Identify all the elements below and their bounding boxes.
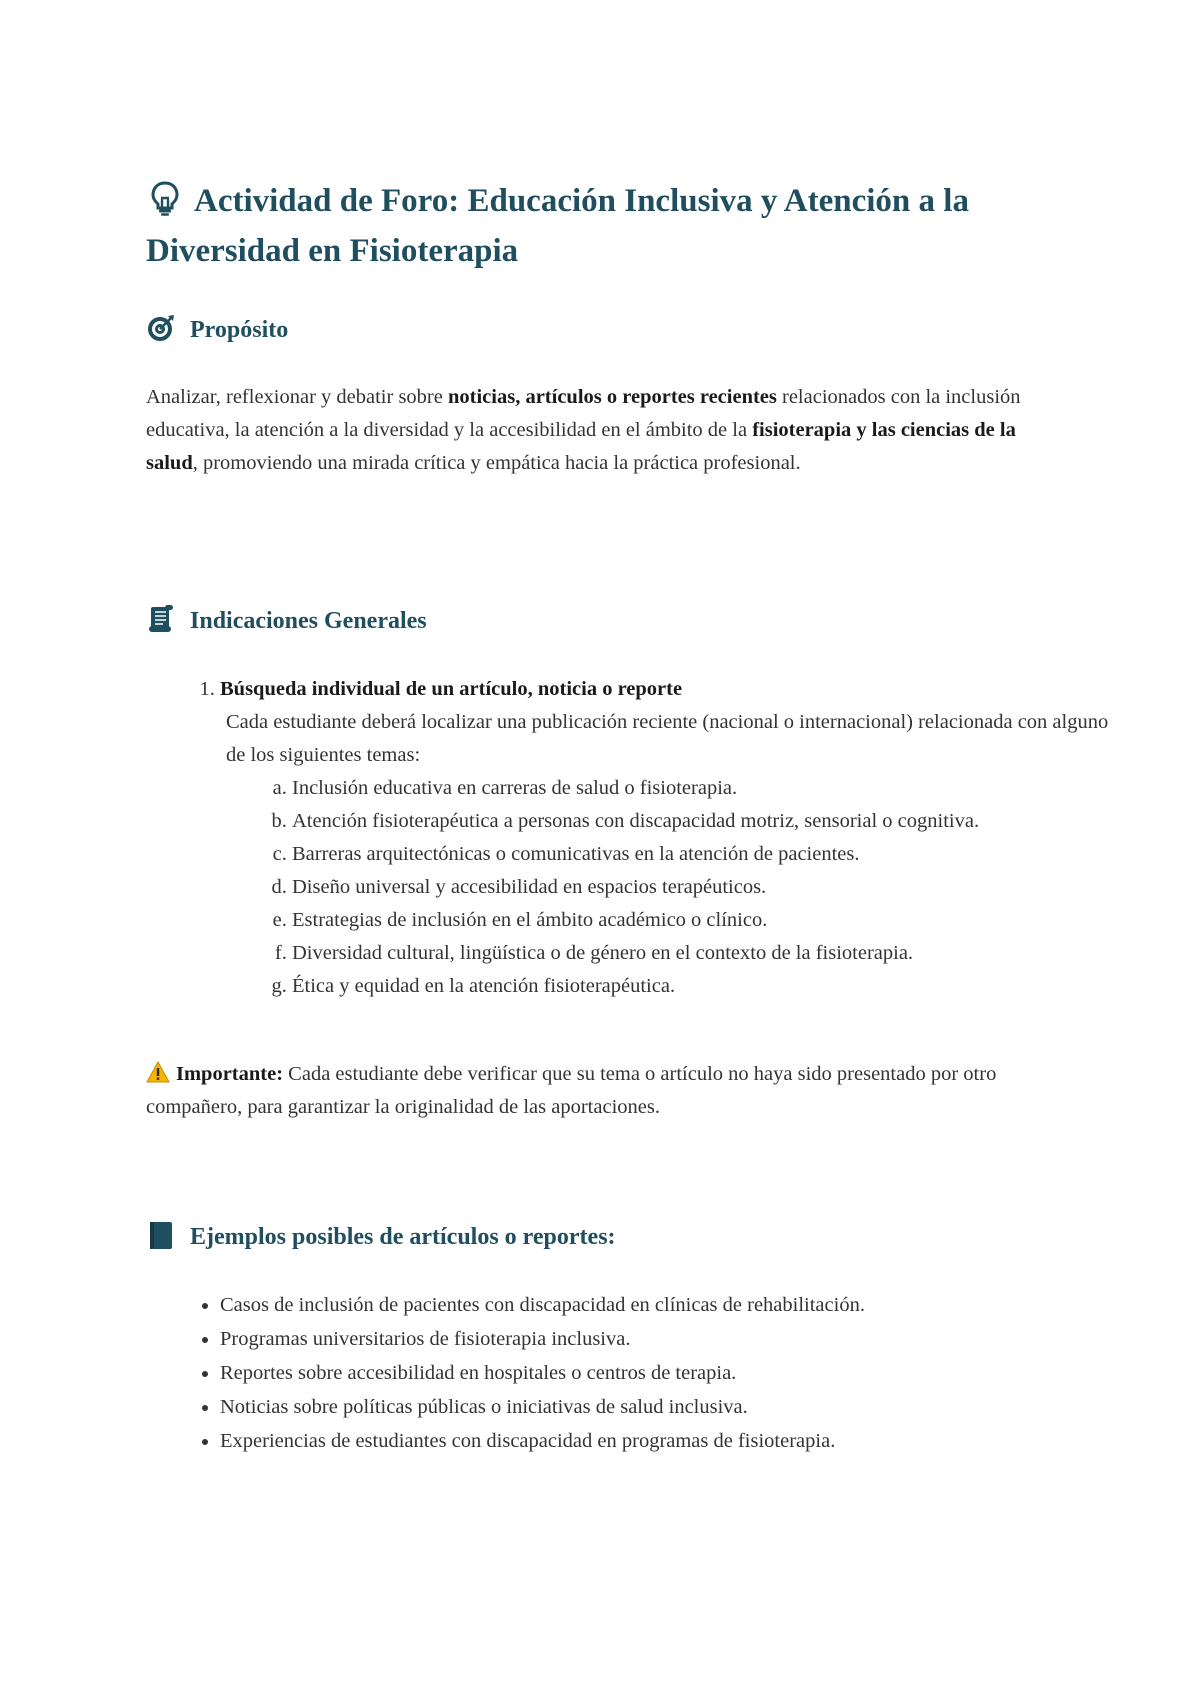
- page-title: [146, 176, 1046, 276]
- purpose-text-1: Analizar, reflexionar y debatir sobre: [146, 386, 448, 408]
- book-icon: [146, 1220, 176, 1250]
- important-label: Importante:: [176, 1063, 284, 1085]
- list-item: [220, 673, 1120, 1003]
- list-item: b. Atención fisioterapéutica a personas con discapacidad motriz, sensorial o cognitiva.: [292, 805, 1120, 838]
- examples-heading-text: Ejemplos posibles de artículos o reportes:: [190, 1224, 616, 1250]
- list-item: f. Diversidad cultural, lingüística o de género en el contexto de la fisioterapia.: [292, 937, 1120, 970]
- lightbulb-icon: [146, 179, 184, 217]
- warning-icon: [146, 1061, 170, 1083]
- instructions-list: [146, 673, 1120, 1003]
- purpose-paragraph: [146, 381, 1046, 480]
- list-item: • Noticias sobre políticas públicas o iniciativas de salud inclusiva.: [220, 1390, 1120, 1424]
- examples-heading: [146, 1220, 616, 1253]
- list-item: • Programas universitarios de fisioterapia inclusiva.: [220, 1322, 1120, 1356]
- purpose-heading: [146, 313, 288, 346]
- list-item: a. Inclusión educativa en carreras de salud o fisioterapia.: [292, 772, 1120, 805]
- instruction-text: Cada estudiante deberá localizar una publicación reciente (nacional o internacional) relacionada con alguno de los siguientes temas:: [226, 711, 1109, 766]
- scroll-icon: [146, 604, 176, 634]
- indications-heading-text: Indicaciones Generales: [190, 608, 427, 634]
- purpose-bold-1: noticias, artículos o reportes recientes: [448, 386, 777, 408]
- list-item: • Reportes sobre accesibilidad en hospitales o centros de terapia.: [220, 1356, 1120, 1390]
- list-item: e. Estrategias de inclusión en el ámbito académico o clínico.: [292, 904, 1120, 937]
- purpose-text-3: , promoviendo una mirada crítica y empática hacia la práctica profesional.: [192, 452, 801, 474]
- list-item: g. Ética y equidad en la atención fisioterapéutica.: [292, 970, 1120, 1003]
- purpose-heading-text: Propósito: [190, 317, 289, 343]
- examples-list: [146, 1288, 1120, 1458]
- target-icon: [146, 313, 176, 343]
- list-item: • Casos de inclusión de pacientes con discapacidad en clínicas de rehabilitación.: [220, 1288, 1120, 1322]
- instruction-title: 1. Búsqueda individual de un artículo, noticia o reporte: [220, 678, 683, 700]
- list-item: d. Diseño universal y accesibilidad en espacios terapéuticos.: [292, 871, 1120, 904]
- list-item: c. Barreras arquitectónicas o comunicativas en la atención de pacientes.: [292, 838, 1120, 871]
- purpose-text-2: relacionados con la inclusión educativa, la atención a la diversidad y la accesibilidad en el ámbito de la: [146, 386, 1021, 441]
- title-text: Actividad de Foro: Educación Inclusiva y Atención a la Diversidad en Fisioterapia: [146, 183, 969, 269]
- purpose-bold-2: fisioterapia y las ciencias de la salud: [146, 419, 1016, 474]
- topics-list: [220, 772, 1120, 1003]
- list-item: • Experiencias de estudiantes con discapacidad en programas de fisioterapia.: [220, 1424, 1120, 1458]
- indications-heading: [146, 604, 427, 637]
- important-note: [146, 1058, 1046, 1124]
- important-text: Cada estudiante debe verificar que su tema o artículo no haya sido presentado por otro compañero, para garantizar la originalidad de las aportaciones.: [146, 1063, 997, 1118]
